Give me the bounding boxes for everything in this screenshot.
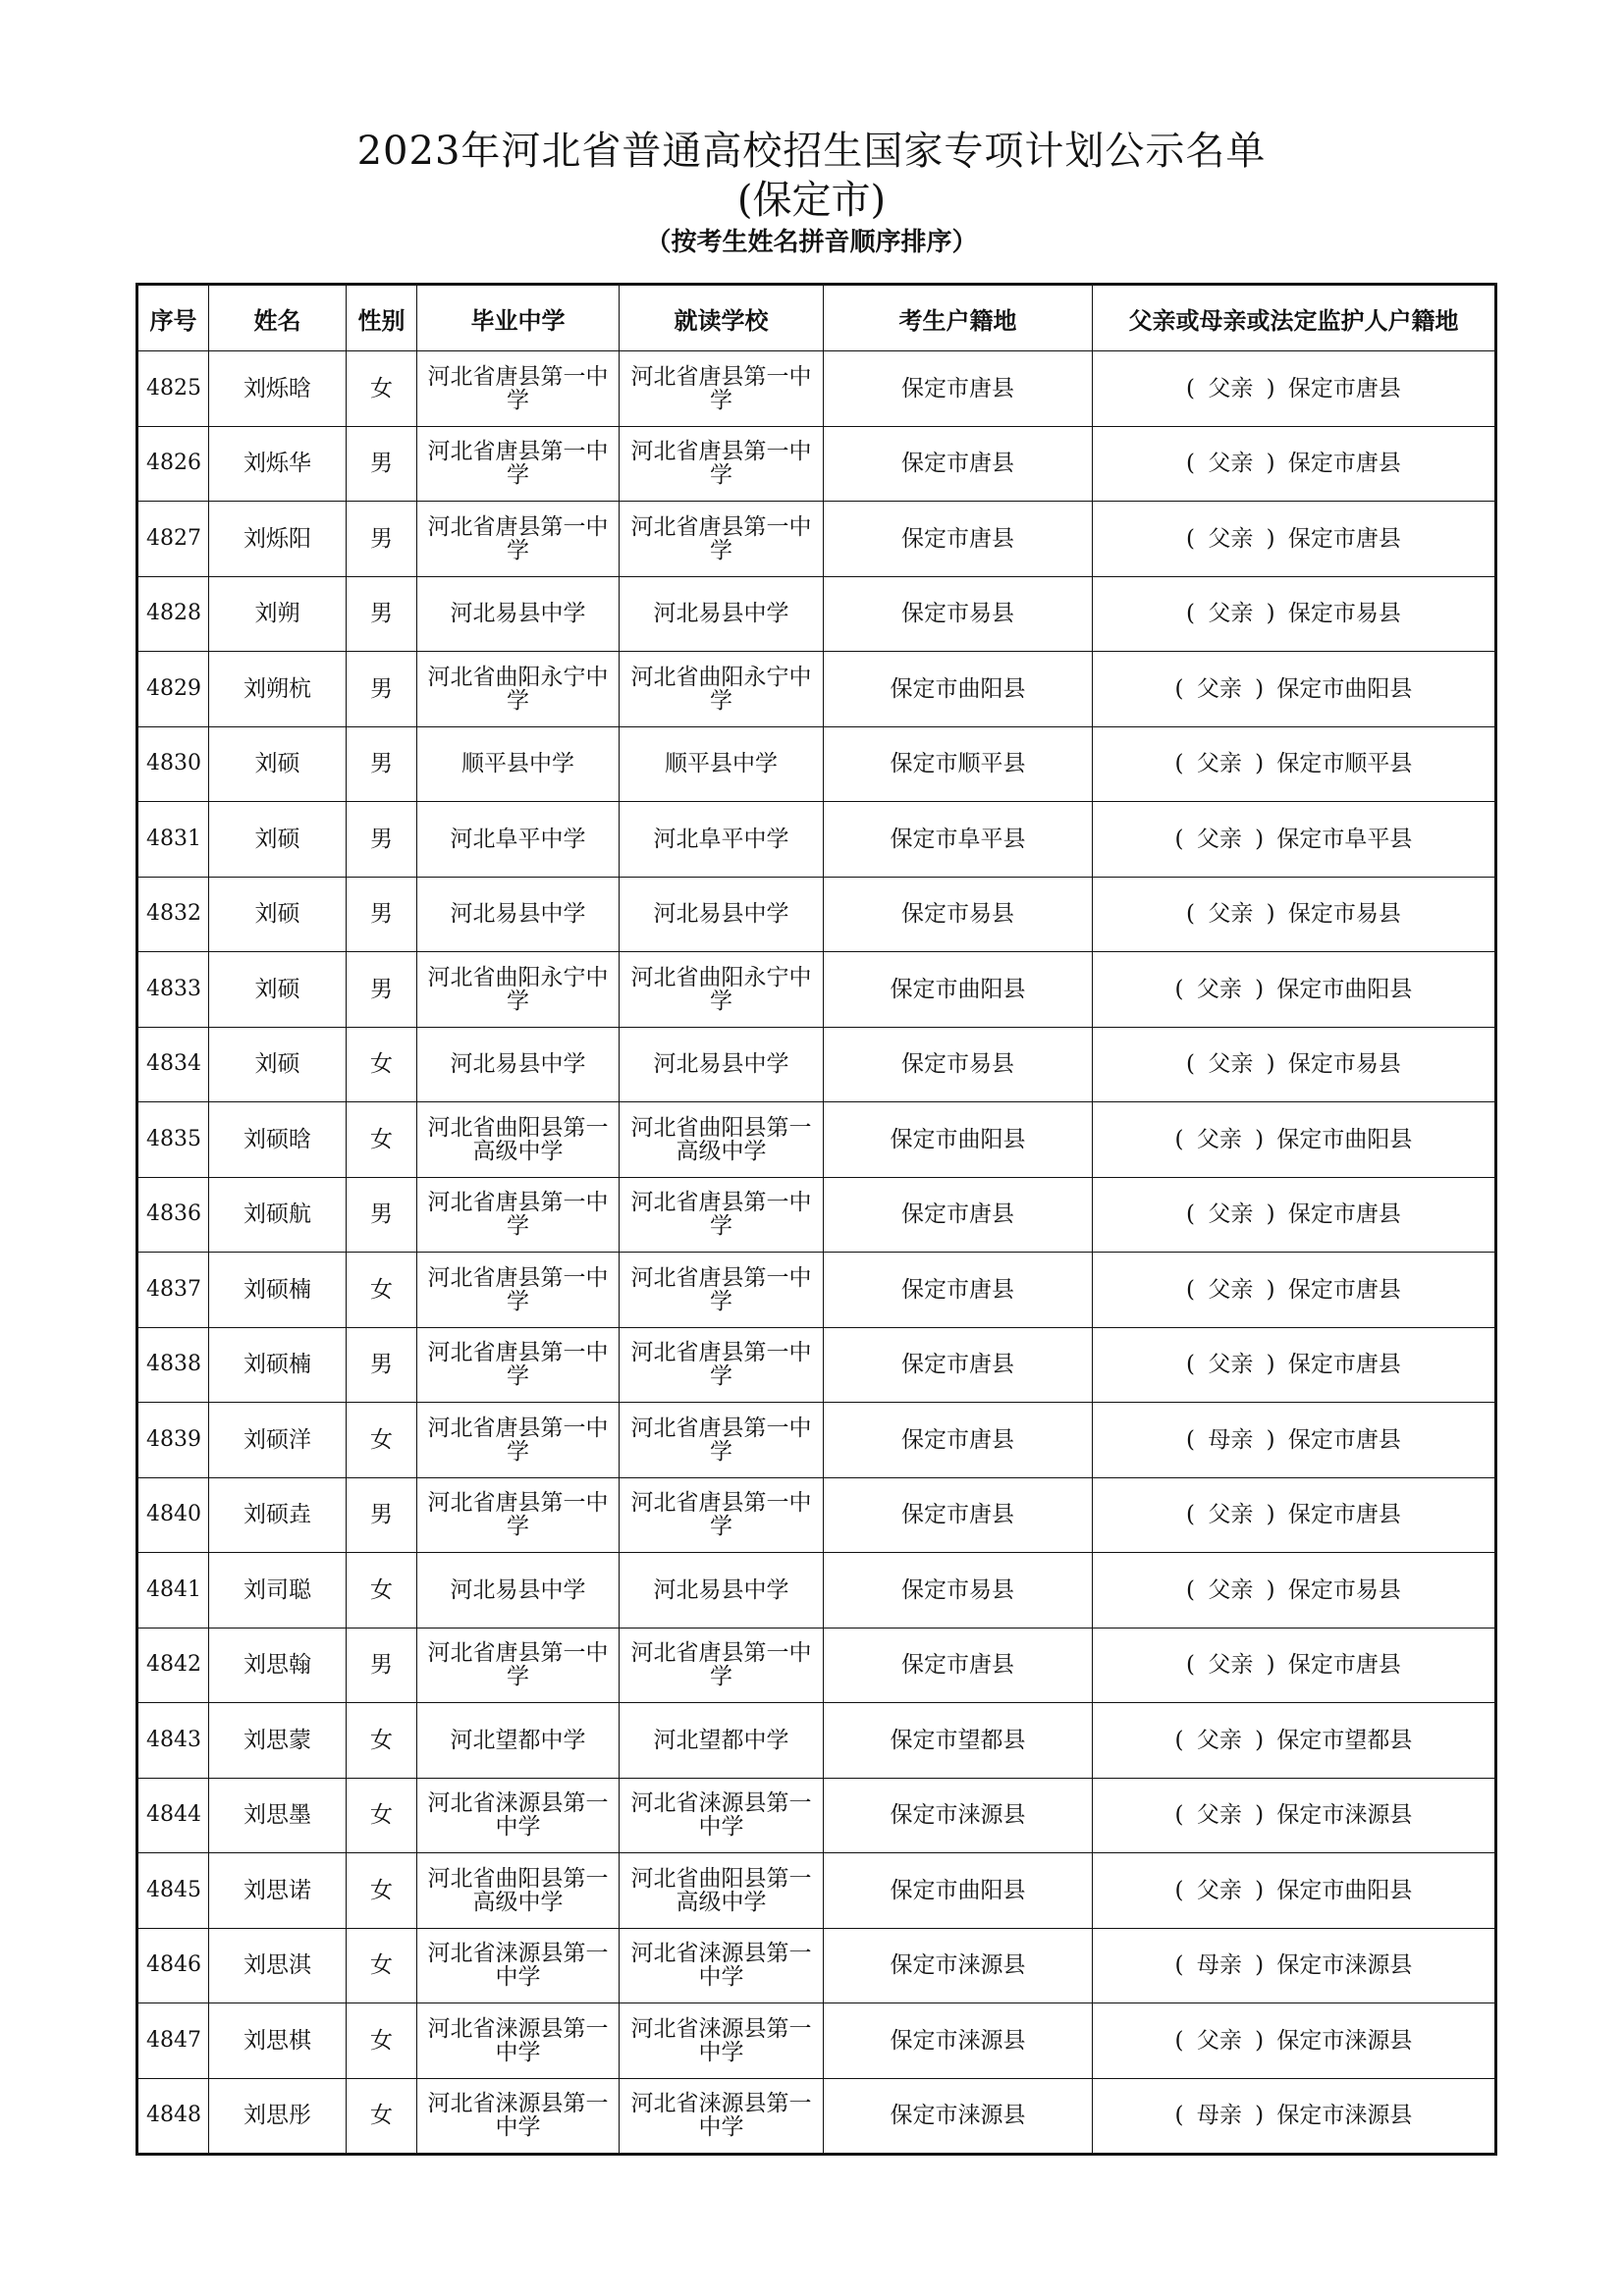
table-row bbox=[137, 2003, 1496, 2079]
cell-graduation-school: 河北省曲阳永宁中学 bbox=[417, 952, 620, 1028]
cell-current-school: 河北省唐县第一中学 bbox=[620, 1628, 824, 1703]
cell-index: 4846 bbox=[137, 1928, 209, 2003]
cell-index: 4826 bbox=[137, 426, 209, 502]
cell-name: 刘硕 bbox=[209, 952, 347, 1028]
cell-current-school: 河北省唐县第一中学 bbox=[620, 351, 824, 427]
cell-guardian-registration: ( 父亲 ) 保定市涞源县 bbox=[1093, 2003, 1496, 2079]
cell-current-school: 顺平县中学 bbox=[620, 726, 824, 802]
cell-current-school: 河北省唐县第一中学 bbox=[620, 1327, 824, 1403]
cell-name: 刘思翰 bbox=[209, 1628, 347, 1703]
cell-graduation-school: 河北省唐县第一中学 bbox=[417, 502, 620, 577]
cell-guardian-registration: ( 父亲 ) 保定市阜平县 bbox=[1093, 802, 1496, 878]
cell-guardian-registration: ( 父亲 ) 保定市唐县 bbox=[1093, 426, 1496, 502]
cell-name: 刘硕 bbox=[209, 877, 347, 952]
cell-index: 4844 bbox=[137, 1778, 209, 1853]
cell-household-registration: 保定市唐县 bbox=[824, 1327, 1093, 1403]
cell-current-school: 河北省曲阳县第一高级中学 bbox=[620, 1853, 824, 1929]
cell-household-registration: 保定市涞源县 bbox=[824, 1928, 1093, 2003]
table-body bbox=[137, 351, 1496, 2155]
cell-current-school: 河北省涞源县第一中学 bbox=[620, 1928, 824, 2003]
table-row bbox=[137, 1928, 1496, 2003]
cell-graduation-school: 河北易县中学 bbox=[417, 1553, 620, 1629]
cell-household-registration: 保定市曲阳县 bbox=[824, 1853, 1093, 1929]
page-subtitle: (保定市) bbox=[736, 178, 887, 223]
cell-current-school: 河北省曲阳永宁中学 bbox=[620, 652, 824, 727]
cell-guardian-registration: ( 父亲 ) 保定市曲阳县 bbox=[1093, 1102, 1496, 1178]
cell-gender: 男 bbox=[347, 1628, 417, 1703]
cell-index: 4837 bbox=[137, 1253, 209, 1328]
cell-current-school: 河北省唐县第一中学 bbox=[620, 1403, 824, 1478]
cell-current-school: 河北省曲阳永宁中学 bbox=[620, 952, 824, 1028]
cell-guardian-registration: ( 父亲 ) 保定市易县 bbox=[1093, 877, 1496, 952]
cell-guardian-registration: ( 父亲 ) 保定市唐县 bbox=[1093, 1477, 1496, 1553]
table-row bbox=[137, 802, 1496, 878]
cell-graduation-school: 河北省曲阳县第一高级中学 bbox=[417, 1102, 620, 1178]
cell-household-registration: 保定市唐县 bbox=[824, 1477, 1093, 1553]
cell-name: 刘硕航 bbox=[209, 1177, 347, 1253]
cell-current-school: 河北省涞源县第一中学 bbox=[620, 2003, 824, 2079]
table-row bbox=[137, 351, 1496, 427]
cell-name: 刘朔杭 bbox=[209, 652, 347, 727]
cell-current-school: 河北省曲阳县第一高级中学 bbox=[620, 1102, 824, 1178]
cell-gender: 男 bbox=[347, 802, 417, 878]
cell-graduation-school: 河北省唐县第一中学 bbox=[417, 1477, 620, 1553]
cell-gender: 女 bbox=[347, 1853, 417, 1929]
cell-gender: 女 bbox=[347, 1928, 417, 2003]
cell-gender: 男 bbox=[347, 1477, 417, 1553]
cell-index: 4836 bbox=[137, 1177, 209, 1253]
table-row bbox=[137, 426, 1496, 502]
cell-gender: 男 bbox=[347, 652, 417, 727]
cell-guardian-registration: ( 父亲 ) 保定市唐县 bbox=[1093, 1628, 1496, 1703]
cell-graduation-school: 河北省唐县第一中学 bbox=[417, 1403, 620, 1478]
cell-graduation-school: 河北省曲阳县第一高级中学 bbox=[417, 1853, 620, 1929]
table-row bbox=[137, 726, 1496, 802]
cell-index: 4841 bbox=[137, 1553, 209, 1629]
cell-graduation-school: 河北省涞源县第一中学 bbox=[417, 1778, 620, 1853]
cell-household-registration: 保定市唐县 bbox=[824, 502, 1093, 577]
cell-guardian-registration: ( 父亲 ) 保定市曲阳县 bbox=[1093, 1853, 1496, 1929]
table-row bbox=[137, 1703, 1496, 1779]
cell-guardian-registration: ( 母亲 ) 保定市唐县 bbox=[1093, 1403, 1496, 1478]
cell-gender: 女 bbox=[347, 1553, 417, 1629]
cell-graduation-school: 河北易县中学 bbox=[417, 1027, 620, 1102]
cell-graduation-school: 河北省唐县第一中学 bbox=[417, 426, 620, 502]
cell-household-registration: 保定市曲阳县 bbox=[824, 652, 1093, 727]
sort-note: （按考生姓名拼音顺序排序） bbox=[645, 228, 978, 257]
cell-name: 刘硕晗 bbox=[209, 1102, 347, 1178]
cell-index: 4827 bbox=[137, 502, 209, 577]
cell-household-registration: 保定市望都县 bbox=[824, 1703, 1093, 1779]
table-row bbox=[137, 2078, 1496, 2155]
table-row bbox=[137, 1553, 1496, 1629]
cell-index: 4840 bbox=[137, 1477, 209, 1553]
cell-graduation-school: 河北易县中学 bbox=[417, 576, 620, 652]
cell-index: 4834 bbox=[137, 1027, 209, 1102]
cell-index: 4833 bbox=[137, 952, 209, 1028]
cell-index: 4832 bbox=[137, 877, 209, 952]
cell-name: 刘硕垚 bbox=[209, 1477, 347, 1553]
cell-household-registration: 保定市易县 bbox=[824, 576, 1093, 652]
table-row bbox=[137, 952, 1496, 1028]
cell-current-school: 河北省唐县第一中学 bbox=[620, 502, 824, 577]
cell-household-registration: 保定市唐县 bbox=[824, 1177, 1093, 1253]
cell-name: 刘思棋 bbox=[209, 2003, 347, 2079]
cell-gender: 女 bbox=[347, 1253, 417, 1328]
cell-household-registration: 保定市唐县 bbox=[824, 426, 1093, 502]
cell-guardian-registration: ( 父亲 ) 保定市易县 bbox=[1093, 1027, 1496, 1102]
cell-graduation-school: 河北省涞源县第一中学 bbox=[417, 1928, 620, 2003]
cell-current-school: 河北省唐县第一中学 bbox=[620, 1177, 824, 1253]
cell-household-registration: 保定市易县 bbox=[824, 1553, 1093, 1629]
cell-name: 刘思诺 bbox=[209, 1853, 347, 1929]
cell-gender: 女 bbox=[347, 1703, 417, 1779]
cell-gender: 女 bbox=[347, 1102, 417, 1178]
cell-index: 4847 bbox=[137, 2003, 209, 2079]
cell-guardian-registration: ( 父亲 ) 保定市唐县 bbox=[1093, 1327, 1496, 1403]
cell-name: 刘硕 bbox=[209, 726, 347, 802]
cell-graduation-school: 河北易县中学 bbox=[417, 877, 620, 952]
cell-name: 刘思墨 bbox=[209, 1778, 347, 1853]
table-row bbox=[137, 877, 1496, 952]
cell-household-registration: 保定市唐县 bbox=[824, 1253, 1093, 1328]
header-gender: 性别 bbox=[347, 285, 417, 351]
cell-gender: 男 bbox=[347, 502, 417, 577]
cell-household-registration: 保定市曲阳县 bbox=[824, 952, 1093, 1028]
table-row bbox=[137, 652, 1496, 727]
cell-guardian-registration: ( 父亲 ) 保定市曲阳县 bbox=[1093, 652, 1496, 727]
cell-graduation-school: 河北望都中学 bbox=[417, 1703, 620, 1779]
cell-name: 刘硕 bbox=[209, 802, 347, 878]
cell-gender: 女 bbox=[347, 1778, 417, 1853]
header-index: 序号 bbox=[137, 285, 209, 351]
cell-gender: 女 bbox=[347, 1027, 417, 1102]
cell-graduation-school: 河北阜平中学 bbox=[417, 802, 620, 878]
cell-household-registration: 保定市唐县 bbox=[824, 1403, 1093, 1478]
cell-gender: 男 bbox=[347, 576, 417, 652]
cell-guardian-registration: ( 父亲 ) 保定市唐县 bbox=[1093, 1253, 1496, 1328]
cell-name: 刘硕 bbox=[209, 1027, 347, 1102]
cell-household-registration: 保定市易县 bbox=[824, 1027, 1093, 1102]
cell-guardian-registration: ( 父亲 ) 保定市望都县 bbox=[1093, 1703, 1496, 1779]
cell-current-school: 河北省唐县第一中学 bbox=[620, 426, 824, 502]
cell-index: 4848 bbox=[137, 2078, 209, 2155]
header-household-registration: 考生户籍地 bbox=[824, 285, 1093, 351]
cell-name: 刘朔 bbox=[209, 576, 347, 652]
cell-index: 4828 bbox=[137, 576, 209, 652]
cell-name: 刘思彤 bbox=[209, 2078, 347, 2155]
cell-index: 4835 bbox=[137, 1102, 209, 1178]
cell-household-registration: 保定市阜平县 bbox=[824, 802, 1093, 878]
cell-index: 4829 bbox=[137, 652, 209, 727]
cell-household-registration: 保定市涞源县 bbox=[824, 2003, 1093, 2079]
cell-guardian-registration: ( 父亲 ) 保定市唐县 bbox=[1093, 351, 1496, 427]
cell-gender: 男 bbox=[347, 952, 417, 1028]
table-row bbox=[137, 1327, 1496, 1403]
header-graduation-school: 毕业中学 bbox=[417, 285, 620, 351]
cell-household-registration: 保定市唐县 bbox=[824, 1628, 1093, 1703]
header-guardian-registration: 父亲或母亲或法定监护人户籍地 bbox=[1093, 285, 1496, 351]
table-row bbox=[137, 502, 1496, 577]
cell-graduation-school: 河北省唐县第一中学 bbox=[417, 1327, 620, 1403]
cell-graduation-school: 河北省涞源县第一中学 bbox=[417, 2078, 620, 2155]
cell-gender: 女 bbox=[347, 2003, 417, 2079]
cell-current-school: 河北易县中学 bbox=[620, 877, 824, 952]
table-row bbox=[137, 1177, 1496, 1253]
table-row bbox=[137, 1628, 1496, 1703]
cell-index: 4825 bbox=[137, 351, 209, 427]
cell-index: 4845 bbox=[137, 1853, 209, 1929]
table-row bbox=[137, 1403, 1496, 1478]
cell-guardian-registration: ( 父亲 ) 保定市易县 bbox=[1093, 576, 1496, 652]
cell-gender: 男 bbox=[347, 1177, 417, 1253]
cell-guardian-registration: ( 父亲 ) 保定市顺平县 bbox=[1093, 726, 1496, 802]
cell-gender: 女 bbox=[347, 2078, 417, 2155]
table-row bbox=[137, 576, 1496, 652]
table-row bbox=[137, 1853, 1496, 1929]
cell-household-registration: 保定市唐县 bbox=[824, 351, 1093, 427]
header-current-school: 就读学校 bbox=[620, 285, 824, 351]
cell-index: 4843 bbox=[137, 1703, 209, 1779]
cell-name: 刘硕楠 bbox=[209, 1327, 347, 1403]
cell-guardian-registration: ( 父亲 ) 保定市易县 bbox=[1093, 1553, 1496, 1629]
cell-current-school: 河北省涞源县第一中学 bbox=[620, 1778, 824, 1853]
cell-gender: 男 bbox=[347, 877, 417, 952]
cell-index: 4839 bbox=[137, 1403, 209, 1478]
cell-current-school: 河北阜平中学 bbox=[620, 802, 824, 878]
page-title: 2023年河北省普通高校招生国家专项计划公示名单 bbox=[356, 129, 1267, 174]
cell-household-registration: 保定市易县 bbox=[824, 877, 1093, 952]
cell-name: 刘思淇 bbox=[209, 1928, 347, 2003]
cell-guardian-registration: ( 父亲 ) 保定市曲阳县 bbox=[1093, 952, 1496, 1028]
cell-gender: 男 bbox=[347, 1327, 417, 1403]
header-name: 姓名 bbox=[209, 285, 347, 351]
cell-index: 4838 bbox=[137, 1327, 209, 1403]
cell-graduation-school: 顺平县中学 bbox=[417, 726, 620, 802]
cell-guardian-registration: ( 母亲 ) 保定市涞源县 bbox=[1093, 1928, 1496, 2003]
roster-table bbox=[135, 283, 1497, 2156]
cell-current-school: 河北望都中学 bbox=[620, 1703, 824, 1779]
cell-name: 刘司聪 bbox=[209, 1553, 347, 1629]
cell-current-school: 河北省唐县第一中学 bbox=[620, 1253, 824, 1328]
table-row bbox=[137, 1253, 1496, 1328]
table-header-row bbox=[137, 285, 1496, 351]
cell-index: 4842 bbox=[137, 1628, 209, 1703]
cell-graduation-school: 河北省唐县第一中学 bbox=[417, 351, 620, 427]
cell-gender: 女 bbox=[347, 1403, 417, 1478]
cell-current-school: 河北易县中学 bbox=[620, 1553, 824, 1629]
cell-guardian-registration: ( 父亲 ) 保定市唐县 bbox=[1093, 1177, 1496, 1253]
table-row bbox=[137, 1778, 1496, 1853]
cell-guardian-registration: ( 母亲 ) 保定市涞源县 bbox=[1093, 2078, 1496, 2155]
cell-household-registration: 保定市涞源县 bbox=[824, 2078, 1093, 2155]
cell-household-registration: 保定市曲阳县 bbox=[824, 1102, 1093, 1178]
cell-name: 刘硕楠 bbox=[209, 1253, 347, 1328]
cell-name: 刘烁华 bbox=[209, 426, 347, 502]
cell-gender: 女 bbox=[347, 351, 417, 427]
table-row bbox=[137, 1102, 1496, 1178]
cell-index: 4830 bbox=[137, 726, 209, 802]
cell-gender: 男 bbox=[347, 726, 417, 802]
cell-graduation-school: 河北省唐县第一中学 bbox=[417, 1177, 620, 1253]
cell-household-registration: 保定市涞源县 bbox=[824, 1778, 1093, 1853]
cell-name: 刘烁阳 bbox=[209, 502, 347, 577]
cell-name: 刘思蒙 bbox=[209, 1703, 347, 1779]
cell-guardian-registration: ( 父亲 ) 保定市涞源县 bbox=[1093, 1778, 1496, 1853]
cell-name: 刘烁晗 bbox=[209, 351, 347, 427]
cell-graduation-school: 河北省曲阳永宁中学 bbox=[417, 652, 620, 727]
table-row bbox=[137, 1027, 1496, 1102]
cell-current-school: 河北省涞源县第一中学 bbox=[620, 2078, 824, 2155]
cell-household-registration: 保定市顺平县 bbox=[824, 726, 1093, 802]
cell-graduation-school: 河北省涞源县第一中学 bbox=[417, 2003, 620, 2079]
cell-name: 刘硕洋 bbox=[209, 1403, 347, 1478]
cell-graduation-school: 河北省唐县第一中学 bbox=[417, 1628, 620, 1703]
cell-current-school: 河北易县中学 bbox=[620, 1027, 824, 1102]
cell-current-school: 河北易县中学 bbox=[620, 576, 824, 652]
cell-gender: 男 bbox=[347, 426, 417, 502]
cell-current-school: 河北省唐县第一中学 bbox=[620, 1477, 824, 1553]
cell-index: 4831 bbox=[137, 802, 209, 878]
cell-guardian-registration: ( 父亲 ) 保定市唐县 bbox=[1093, 502, 1496, 577]
cell-graduation-school: 河北省唐县第一中学 bbox=[417, 1253, 620, 1328]
table-row bbox=[137, 1477, 1496, 1553]
